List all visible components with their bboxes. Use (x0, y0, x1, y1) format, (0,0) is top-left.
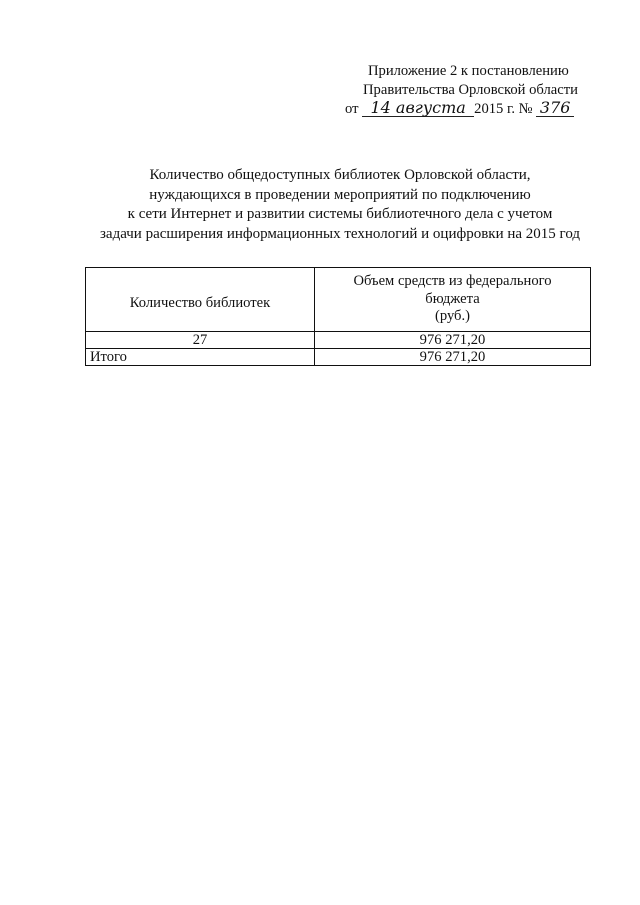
header-federal-funds-line-3: (руб.) (434, 308, 470, 325)
header-federal-funds-line-1: Объем средств из федерального (353, 273, 552, 290)
cell-total-amount: 976 271,20 (315, 349, 591, 366)
header-federal-funds-line-2: бюджета (425, 290, 480, 307)
year-and-number-label: 2015 г. № (474, 101, 533, 117)
header-library-count: Количество библиотек (86, 268, 315, 332)
table-row (86, 332, 591, 349)
handwritten-number: 376 (536, 100, 574, 117)
cell-library-count: 27 (86, 332, 315, 349)
handwritten-date: 14 августа (362, 100, 474, 117)
appendix-line-2: Правительства Орловской области (363, 82, 578, 98)
cell-total-label: Итого (86, 349, 315, 366)
appendix-line-1: Приложение 2 к постановлению (368, 63, 569, 79)
cell-amount: 976 271,20 (315, 332, 591, 349)
from-label: от (345, 101, 359, 117)
title-line-3: к сети Интернет и развитии системы библиотечного дела с учетом (127, 206, 553, 222)
document-title (60, 166, 620, 244)
table-header-row (86, 268, 591, 332)
appendix-header (340, 62, 580, 122)
funding-table (85, 267, 591, 366)
title-line-1: Количество общедоступных библиотек Орловской области, (149, 167, 531, 183)
title-line-2: нуждающихся в проведении мероприятий по подключению (149, 186, 531, 203)
table-total-row (86, 349, 591, 366)
header-federal-funds (315, 268, 591, 332)
title-line-4: задачи расширения информационных технологий и оцифровки на 2015 год (99, 225, 581, 242)
appendix-date-line (340, 100, 580, 122)
